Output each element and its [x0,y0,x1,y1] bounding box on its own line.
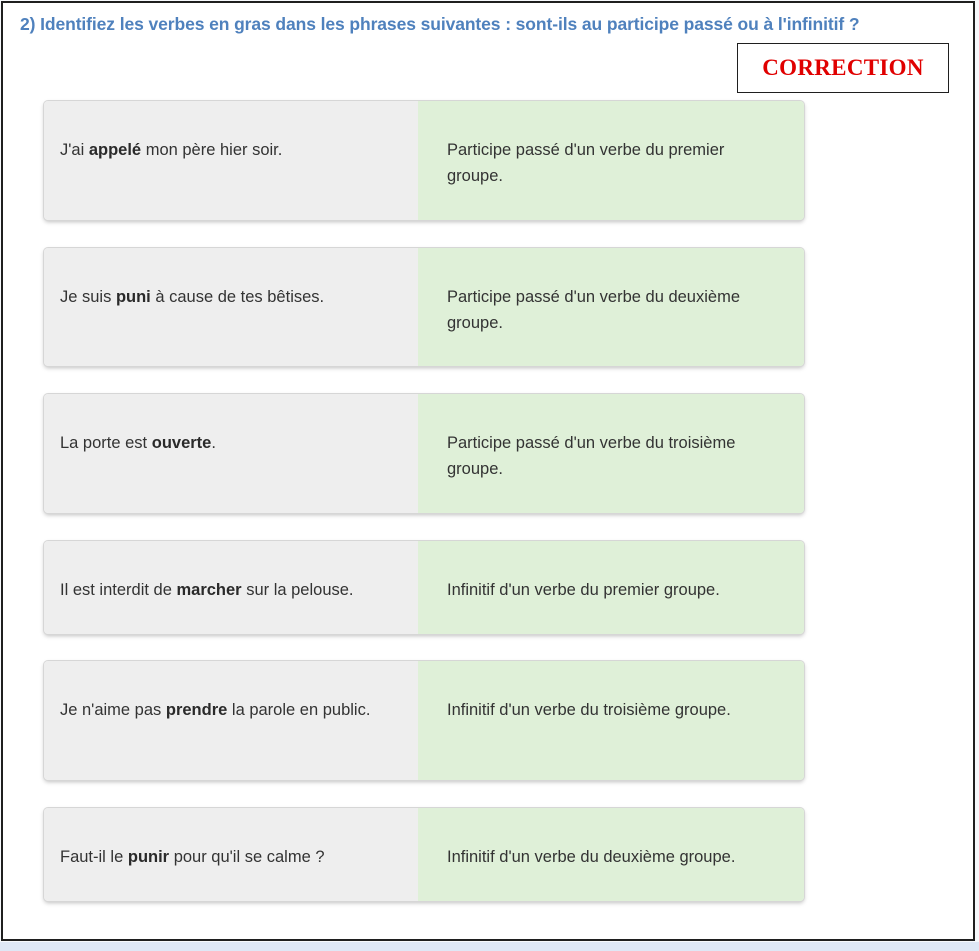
answer-card [44,394,804,513]
answer-text: Participe passé d'un verbe du premier groupe. [418,101,804,220]
bold-verb: prendre [165,701,228,719]
bold-verb: puni [115,288,151,306]
answer-text: Participe passé d'un verbe du troisième groupe. [418,394,804,513]
bold-verb: appelé [88,141,142,159]
answer-card [44,101,804,220]
answer-card [44,248,804,366]
sentence: J'ai appelé mon père hier soir. [44,101,418,220]
bold-verb: ouverte [151,434,212,452]
bold-verb: punir [127,848,170,866]
bold-verb: marcher [176,581,242,599]
answer-text: Infinitif d'un verbe du premier groupe. [418,541,804,634]
sentence: Je suis puni à cause de tes bêtises. [44,248,418,366]
bottom-strip [0,942,979,951]
answer-text: Infinitif d'un verbe du troisième groupe. [418,661,804,780]
sentence: Je n'aime pas prendre la parole en public. [44,661,418,780]
answer-card [44,661,804,780]
question-title: 2) Identifiez les verbes en gras dans les phrases suivantes : sont-ils au participe passé ou à l'infinitif ? [20,14,860,34]
answer-card [44,541,804,634]
sentence: Il est interdit de marcher sur la pelouse. [44,541,418,634]
answer-text: Participe passé d'un verbe du deuxième groupe. [418,248,804,366]
sentence: Faut-il le punir pour qu'il se calme ? [44,808,418,901]
answer-text: Infinitif d'un verbe du deuxième groupe. [418,808,804,901]
correction-label: CORRECTION [737,43,949,93]
answer-card [44,808,804,901]
sentence: La porte est ouverte. [44,394,418,513]
